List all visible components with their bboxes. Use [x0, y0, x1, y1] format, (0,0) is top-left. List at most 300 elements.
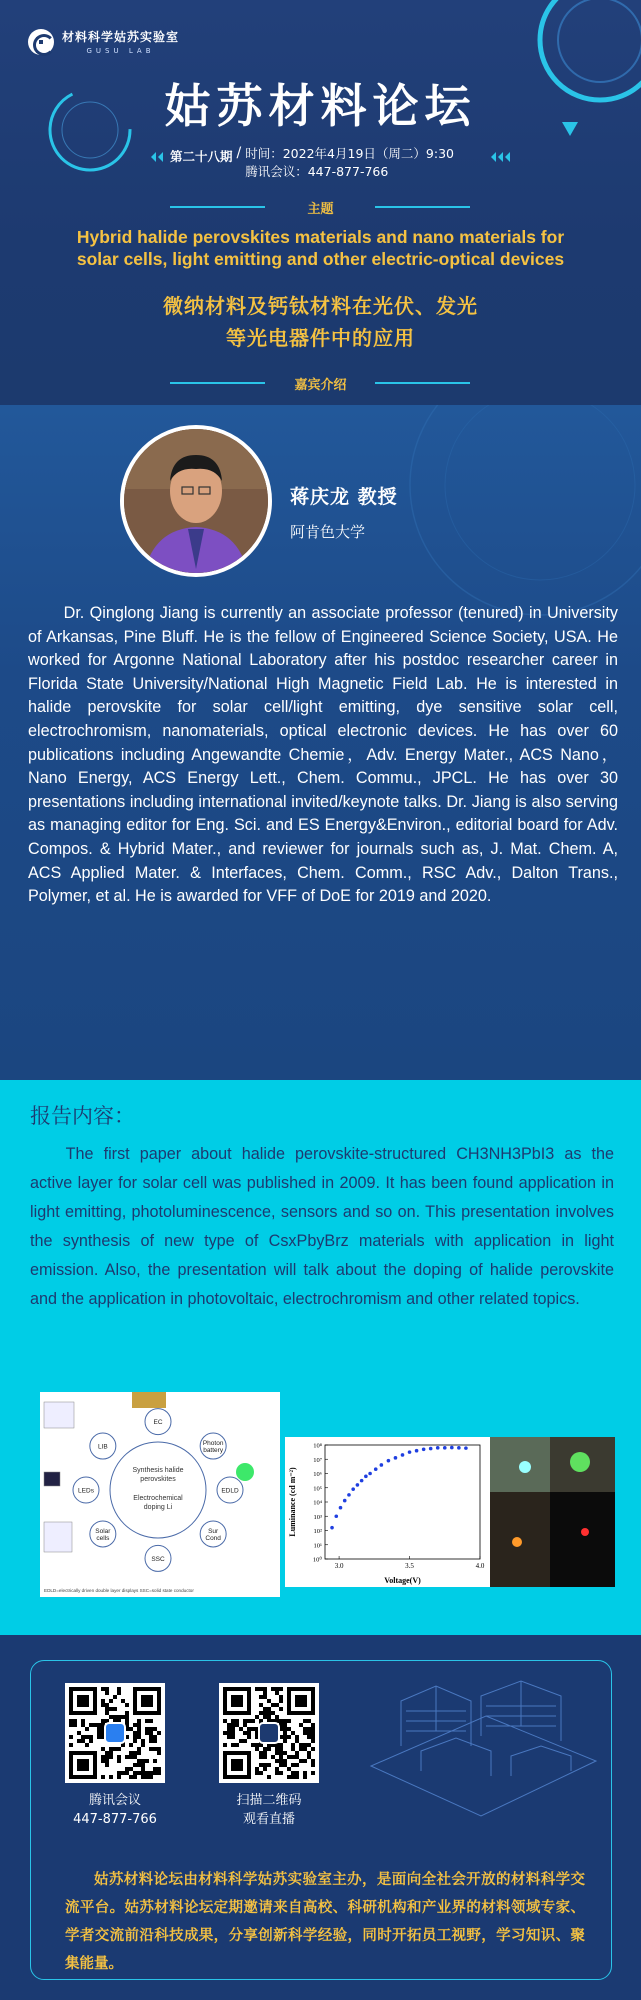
qr-module — [85, 1743, 89, 1747]
data-point — [356, 1483, 360, 1487]
qr-module — [149, 1735, 153, 1739]
diagram-center-line3: Electrochemical — [133, 1495, 183, 1502]
qr-module — [145, 1771, 149, 1775]
qr-module — [109, 1755, 113, 1759]
qr-module — [263, 1763, 267, 1767]
qr-module — [311, 1759, 315, 1763]
qr-module — [129, 1727, 133, 1731]
qr-module — [101, 1775, 105, 1779]
qr-code-icon — [223, 1687, 315, 1779]
qr-module — [275, 1771, 279, 1775]
qr-module — [235, 1743, 239, 1747]
qr-module — [295, 1775, 299, 1779]
qr-module — [113, 1715, 117, 1719]
qr-module — [109, 1775, 113, 1779]
qr-module — [279, 1771, 283, 1775]
qr-module — [311, 1771, 315, 1775]
qr-module — [247, 1719, 251, 1723]
qr-module — [251, 1727, 255, 1731]
qr-module — [243, 1731, 247, 1735]
qr-module — [141, 1763, 145, 1767]
topic-title-en — [0, 226, 641, 270]
qr-module — [247, 1727, 251, 1731]
qr-module — [307, 1727, 311, 1731]
qr-module — [275, 1751, 279, 1755]
speaker-photo — [120, 425, 272, 577]
qr-module — [105, 1763, 109, 1767]
qr-module — [275, 1703, 279, 1707]
tencent-meeting-caption — [55, 1791, 175, 1829]
qr-module — [105, 1703, 109, 1707]
issue-number: 第二十八期 — [170, 149, 233, 164]
qr-module — [307, 1719, 311, 1723]
topic-title-cn — [0, 290, 641, 354]
qr-module — [81, 1735, 85, 1739]
qr-module — [267, 1707, 271, 1711]
qr-module — [117, 1687, 121, 1691]
qr-module — [141, 1767, 145, 1771]
qr-module — [149, 1731, 153, 1735]
qr-module — [97, 1731, 101, 1735]
data-point — [394, 1456, 398, 1460]
qr-module — [231, 1731, 235, 1735]
qr-module — [271, 1687, 275, 1691]
qr-module — [231, 1727, 235, 1731]
qr-module — [295, 1751, 299, 1755]
qr-module — [259, 1751, 263, 1755]
diagram-center-line4: doping Li — [143, 1504, 173, 1511]
qr-module — [287, 1775, 291, 1779]
qr-module — [117, 1759, 121, 1763]
qr-module — [105, 1711, 109, 1715]
decorative-chevrons-left — [150, 150, 170, 164]
qr-module — [137, 1723, 141, 1727]
qr-module — [283, 1723, 287, 1727]
qr-module — [255, 1687, 259, 1691]
qr-module — [259, 1711, 263, 1715]
qr-module — [81, 1723, 85, 1727]
qr-module — [311, 1723, 315, 1727]
qr-module — [117, 1747, 121, 1751]
qr-module — [291, 1743, 295, 1747]
qr-module — [255, 1767, 259, 1771]
qr-module — [247, 1735, 251, 1739]
building-illustration-icon — [361, 1676, 601, 1826]
qr-module — [307, 1743, 311, 1747]
qr-module — [73, 1723, 77, 1727]
qr-module — [275, 1759, 279, 1763]
qr-module — [101, 1719, 105, 1723]
y-tick-label: 10⁷ — [313, 1456, 322, 1464]
data-point — [415, 1449, 419, 1453]
qr-finder-core — [231, 1759, 243, 1771]
y-tick-label: 10² — [313, 1528, 322, 1535]
qr-module — [149, 1775, 153, 1779]
qr-module — [109, 1699, 113, 1703]
qr-module — [121, 1699, 125, 1703]
qr-module — [149, 1719, 153, 1723]
qr-module — [243, 1723, 247, 1727]
diagram-node-label-ssc: SSC — [151, 1555, 165, 1563]
qr-module — [295, 1739, 299, 1743]
qr-module — [109, 1715, 113, 1719]
qr-module — [105, 1751, 109, 1755]
logo-en-text: GUSU LAB — [86, 47, 155, 55]
qr-module — [121, 1771, 125, 1775]
qr-module — [291, 1763, 295, 1767]
diagram-node-label-solar-cells: Solar — [95, 1527, 111, 1535]
logo-mark-icon — [28, 29, 54, 55]
qr-center-logo — [259, 1723, 279, 1743]
qr-module — [97, 1723, 101, 1727]
header-section — [0, 0, 641, 405]
qr-module — [303, 1747, 307, 1751]
qr-module — [303, 1719, 307, 1723]
qr-module — [299, 1747, 303, 1751]
qr-module — [129, 1755, 133, 1759]
qr-module — [89, 1735, 93, 1739]
qr-module — [133, 1755, 137, 1759]
qr-module — [275, 1715, 279, 1719]
qr-module — [271, 1711, 275, 1715]
data-point — [443, 1446, 447, 1450]
qr-module — [137, 1727, 141, 1731]
x-tick-label: 4.0 — [475, 1562, 485, 1570]
qr-module — [283, 1735, 287, 1739]
qr-module — [133, 1723, 137, 1727]
x-tick-label: 3.0 — [334, 1562, 344, 1570]
qr-module — [137, 1759, 141, 1763]
qr-module — [141, 1759, 145, 1763]
qr-module — [145, 1727, 149, 1731]
data-point — [401, 1453, 405, 1457]
qr-module — [255, 1743, 259, 1747]
qr-module — [117, 1775, 121, 1779]
divider-guest-right — [375, 382, 470, 384]
qr-module — [279, 1763, 283, 1767]
qr-module — [133, 1775, 137, 1779]
qr-module — [105, 1687, 109, 1691]
qr1-caption-line2: 447-877-766 — [73, 1812, 157, 1827]
session-info — [170, 145, 454, 181]
qr-module — [291, 1755, 295, 1759]
qr-module — [145, 1719, 149, 1723]
qr-module — [113, 1695, 117, 1699]
qr-module — [149, 1771, 153, 1775]
diagram-node-label-photon-battery: Photon — [202, 1440, 224, 1448]
qr-module — [157, 1767, 161, 1771]
data-point — [436, 1446, 440, 1450]
diagram-center-circle — [110, 1442, 206, 1538]
qr-module — [145, 1731, 149, 1735]
qr-module — [259, 1763, 263, 1767]
qr-module — [283, 1739, 287, 1743]
qr-module — [267, 1775, 271, 1779]
qr-finder-core — [77, 1695, 89, 1707]
qr-module — [125, 1719, 129, 1723]
qr-module — [149, 1739, 153, 1743]
diagram-footnote: EDLD=electrically driven double layer displays SSC=solid state conductor — [44, 1588, 194, 1593]
diagram-node-label-leds: LEDs — [78, 1487, 94, 1495]
qr-module — [311, 1731, 315, 1735]
qr-module — [101, 1703, 105, 1707]
speaker-name: 蒋庆龙 教授 — [290, 486, 398, 508]
qr-module — [129, 1767, 133, 1771]
x-tick-label: 3.5 — [405, 1562, 414, 1570]
qr-module — [267, 1747, 271, 1751]
qr-module — [101, 1759, 105, 1763]
qr-finder-core — [77, 1759, 89, 1771]
info-panel — [30, 1660, 612, 1980]
qr-module — [291, 1731, 295, 1735]
qr-module — [307, 1735, 311, 1739]
qr-module — [81, 1719, 85, 1723]
diagram-node-label-photon-battery: battery — [203, 1447, 224, 1455]
qr-module — [303, 1731, 307, 1735]
diagram-center-line2: perovskites — [140, 1476, 176, 1483]
qr-module — [303, 1775, 307, 1779]
qr-module — [287, 1735, 291, 1739]
qr-module — [69, 1723, 73, 1727]
qr-module — [283, 1759, 287, 1763]
qr-module — [109, 1751, 113, 1755]
report-heading: 报告内容： — [30, 1104, 135, 1128]
qr-module — [137, 1735, 141, 1739]
qr-module — [307, 1751, 311, 1755]
qr-module — [291, 1775, 295, 1779]
qr-module — [283, 1751, 287, 1755]
qr-module — [243, 1719, 247, 1723]
qr-module — [125, 1755, 129, 1759]
qr-module — [141, 1771, 145, 1775]
y-tick-label: 10³ — [313, 1513, 322, 1521]
qr-module — [231, 1723, 235, 1727]
diagram-inset-ec-photo — [132, 1392, 166, 1408]
tencent-meeting-qr[interactable] — [65, 1683, 165, 1783]
qr-module — [73, 1719, 77, 1723]
qr-module — [271, 1703, 275, 1707]
qr-module — [97, 1735, 101, 1739]
speaker-bio: Dr. Qinglong Jiang is currently an associate professor (tenured) in University of Arkansas, Pine Bluff. He is the fellow of Engineered Science Society, USA. He worked for Argonne National Laboratory after his postdoc researcher career in Florida State University/National High Magnetic Field Lab. He is interested in halide perovskite for solar cell/light emitting, dye sensitive solar cell, electrochromism, nanomaterials, optical electronic devices. He has over 60 publications including Angewandte Chemie，Adv. Energy Mater., ACS Nano，Nano Energy, ACS Energy Lett., Chem. Commu., JPCL. He has over 30 presentations including international invited/keynote talks. Dr. Jiang is also serving as managing editor for Eng. Sci. and ES Energy&Environ., editorial board for Adv. Compos. & Hybrid Mater., and reviewer for journals such as, J. Mat. Chem. A, ACS Applied Mater. & Interfaces, Chem. Comm., RSC Adv., Dalton Trans., Polymer, et al. He is awarded for VFF of DoE for 2019 and 2020. — [28, 604, 618, 906]
qr-module — [101, 1755, 105, 1759]
qr-module — [69, 1743, 73, 1747]
speaker-affiliation: 阿肯色大学 — [290, 523, 366, 541]
qr-module — [255, 1771, 259, 1775]
diagram-inset-lib-plot — [44, 1402, 74, 1428]
qr-module — [137, 1719, 141, 1723]
qr-module — [133, 1763, 137, 1767]
topic-title-cn-line1: 微纳材料及钙钛材料在光伏、发光 — [163, 294, 478, 318]
qr-module — [243, 1739, 247, 1743]
data-point — [351, 1487, 355, 1491]
qr2-caption-line1: 扫描二维码 — [236, 1793, 302, 1808]
qr-module — [105, 1759, 109, 1763]
qr-module — [157, 1771, 161, 1775]
diagram-inset-led-photo — [44, 1472, 60, 1486]
qr-module — [311, 1727, 315, 1731]
qr-module — [283, 1763, 287, 1767]
applications-diagram — [40, 1392, 280, 1597]
qr-module — [251, 1743, 255, 1747]
qr-module — [137, 1731, 141, 1735]
qr-module — [311, 1747, 315, 1751]
logo-cn-text: 材料科学姑苏实验室 — [62, 30, 180, 44]
qr-module — [311, 1735, 315, 1739]
qr-module — [117, 1771, 121, 1775]
qr-module — [275, 1767, 279, 1771]
qr-module — [279, 1747, 283, 1751]
device-photo-1-glow — [519, 1461, 531, 1473]
qr-finder-core — [295, 1695, 307, 1707]
qr-module — [247, 1731, 251, 1735]
qr-module — [137, 1751, 141, 1755]
livestream-qr[interactable] — [219, 1683, 319, 1783]
qr-module — [283, 1727, 287, 1731]
qr-module — [231, 1743, 235, 1747]
qr-module — [291, 1771, 295, 1775]
separator: / — [236, 145, 242, 161]
qr-module — [223, 1743, 227, 1747]
diagram-center-line1: Synthesis halide — [132, 1467, 184, 1474]
qr-module — [275, 1691, 279, 1695]
qr-module — [263, 1767, 267, 1771]
qr-module — [279, 1743, 283, 1747]
qr-module — [287, 1727, 291, 1731]
qr-module — [157, 1731, 161, 1735]
qr-module — [101, 1699, 105, 1703]
qr-module — [77, 1731, 81, 1735]
qr-module — [263, 1695, 267, 1699]
qr-module — [105, 1707, 109, 1711]
data-point — [334, 1514, 338, 1518]
qr-module — [101, 1747, 105, 1751]
data-point — [387, 1459, 391, 1463]
qr-module — [235, 1723, 239, 1727]
qr-module — [295, 1755, 299, 1759]
qr-module — [267, 1715, 271, 1719]
qr-module — [263, 1687, 267, 1691]
qr-module — [133, 1739, 137, 1743]
qr-module — [279, 1751, 283, 1755]
qr-module — [227, 1731, 231, 1735]
qr-module — [283, 1719, 287, 1723]
qr-module — [157, 1747, 161, 1751]
qr-module — [89, 1739, 93, 1743]
y-tick-label: 10⁸ — [313, 1442, 322, 1450]
qr-module — [283, 1731, 287, 1735]
qr-module — [105, 1755, 109, 1759]
qr-module — [299, 1743, 303, 1747]
qr-module — [287, 1767, 291, 1771]
qr-module — [89, 1723, 93, 1727]
qr-module — [279, 1699, 283, 1703]
qr-module — [223, 1731, 227, 1735]
qr-module — [109, 1707, 113, 1711]
data-point — [339, 1506, 343, 1510]
decorative-chevrons-right — [490, 150, 526, 164]
qr-module — [263, 1715, 267, 1719]
qr-module — [267, 1763, 271, 1767]
y-axis-label: Luminance (cd m⁻²) — [288, 1467, 297, 1537]
topic-title-en-line1: Hybrid halide perovskites materials and nano materials for — [76, 227, 565, 247]
qr-module — [125, 1711, 129, 1715]
qr-finder-core — [231, 1695, 243, 1707]
data-point — [429, 1447, 433, 1451]
qr-module — [97, 1727, 101, 1731]
forum-title: 姑苏材料论坛 — [164, 79, 477, 133]
data-point — [374, 1467, 378, 1471]
qr-module — [223, 1719, 227, 1723]
qr-module — [153, 1767, 157, 1771]
qr-module — [117, 1755, 121, 1759]
qr-module — [275, 1747, 279, 1751]
qr-module — [279, 1755, 283, 1759]
qr1-caption-line1: 腾讯会议 — [88, 1793, 141, 1808]
qr-module — [263, 1707, 267, 1711]
qr-module — [263, 1747, 267, 1751]
qr-module — [263, 1755, 267, 1759]
qr-module — [271, 1755, 275, 1759]
y-tick-label: 10¹ — [313, 1542, 322, 1550]
qr-module — [153, 1727, 157, 1731]
topic-label: 主题 — [307, 202, 334, 217]
qr-module — [303, 1743, 307, 1747]
guest-label: 嘉宾介绍 — [294, 378, 347, 393]
y-tick-label: 10⁵ — [313, 1485, 322, 1493]
data-point — [464, 1446, 468, 1450]
qr-module — [251, 1719, 255, 1723]
qr-module — [259, 1771, 263, 1775]
qr-module — [125, 1767, 129, 1771]
qr-module — [117, 1715, 121, 1719]
qr-module — [287, 1755, 291, 1759]
report-abstract: The first paper about halide perovskite-structured CH3NH3PbI3 as the active layer for solar cell was published in 2009. It has been found application in light emitting, photoluminescence, sensors and so on. This presentation involves the synthesis of new type of CsxPbyBrz materials with application in light emission. Also, the presentation will talk about the doping of halide perovskite and the application in photovoltaic, electrochromism and other related topics. — [30, 1145, 614, 1308]
qr-module — [129, 1775, 133, 1779]
topic-title-en-line2: solar cells, light emitting and other electric-optical devices — [76, 249, 565, 269]
qr-module — [279, 1719, 283, 1723]
divider-topic-right — [375, 206, 470, 208]
qr-module — [137, 1747, 141, 1751]
device-photo-4-glow — [581, 1528, 589, 1536]
qr-module — [303, 1759, 307, 1763]
qr-module — [227, 1723, 231, 1727]
qr-module — [263, 1751, 267, 1755]
diagram-inset-solar-plot — [44, 1522, 72, 1552]
forum-description: 姑苏材料论坛由材料科学姑苏实验室主办，是面向全社会开放的材料科学交流平台。姑苏材料论坛定期邀请来自高校、科研机构和产业界的材料领域专家、学者交流前沿科技成果，分享创新科学经验，同时开拓员工视野，学习知识、聚集能量。 — [65, 1872, 585, 1972]
event-time: 时间：2022年4月19日（周二）9:30 — [245, 146, 454, 161]
qr-module — [141, 1739, 145, 1743]
qr-module — [227, 1735, 231, 1739]
diagram-node-label-sur-cond: Sur — [208, 1527, 219, 1535]
qr-module — [267, 1711, 271, 1715]
qr-module — [149, 1727, 153, 1731]
data-point — [330, 1526, 334, 1530]
qr-module — [117, 1691, 121, 1695]
qr-module — [81, 1739, 85, 1743]
qr-module — [101, 1687, 105, 1691]
qr-module — [129, 1743, 133, 1747]
qr-module — [153, 1735, 157, 1739]
qr-module — [153, 1739, 157, 1743]
qr-module — [149, 1747, 153, 1751]
qr-module — [279, 1707, 283, 1711]
qr-module — [267, 1699, 271, 1703]
data-point — [380, 1463, 384, 1467]
qr-module — [93, 1723, 97, 1727]
report-section — [0, 1080, 641, 1635]
qr-module — [153, 1759, 157, 1763]
diagram-node-label-solar-cells: cells — [96, 1534, 110, 1542]
